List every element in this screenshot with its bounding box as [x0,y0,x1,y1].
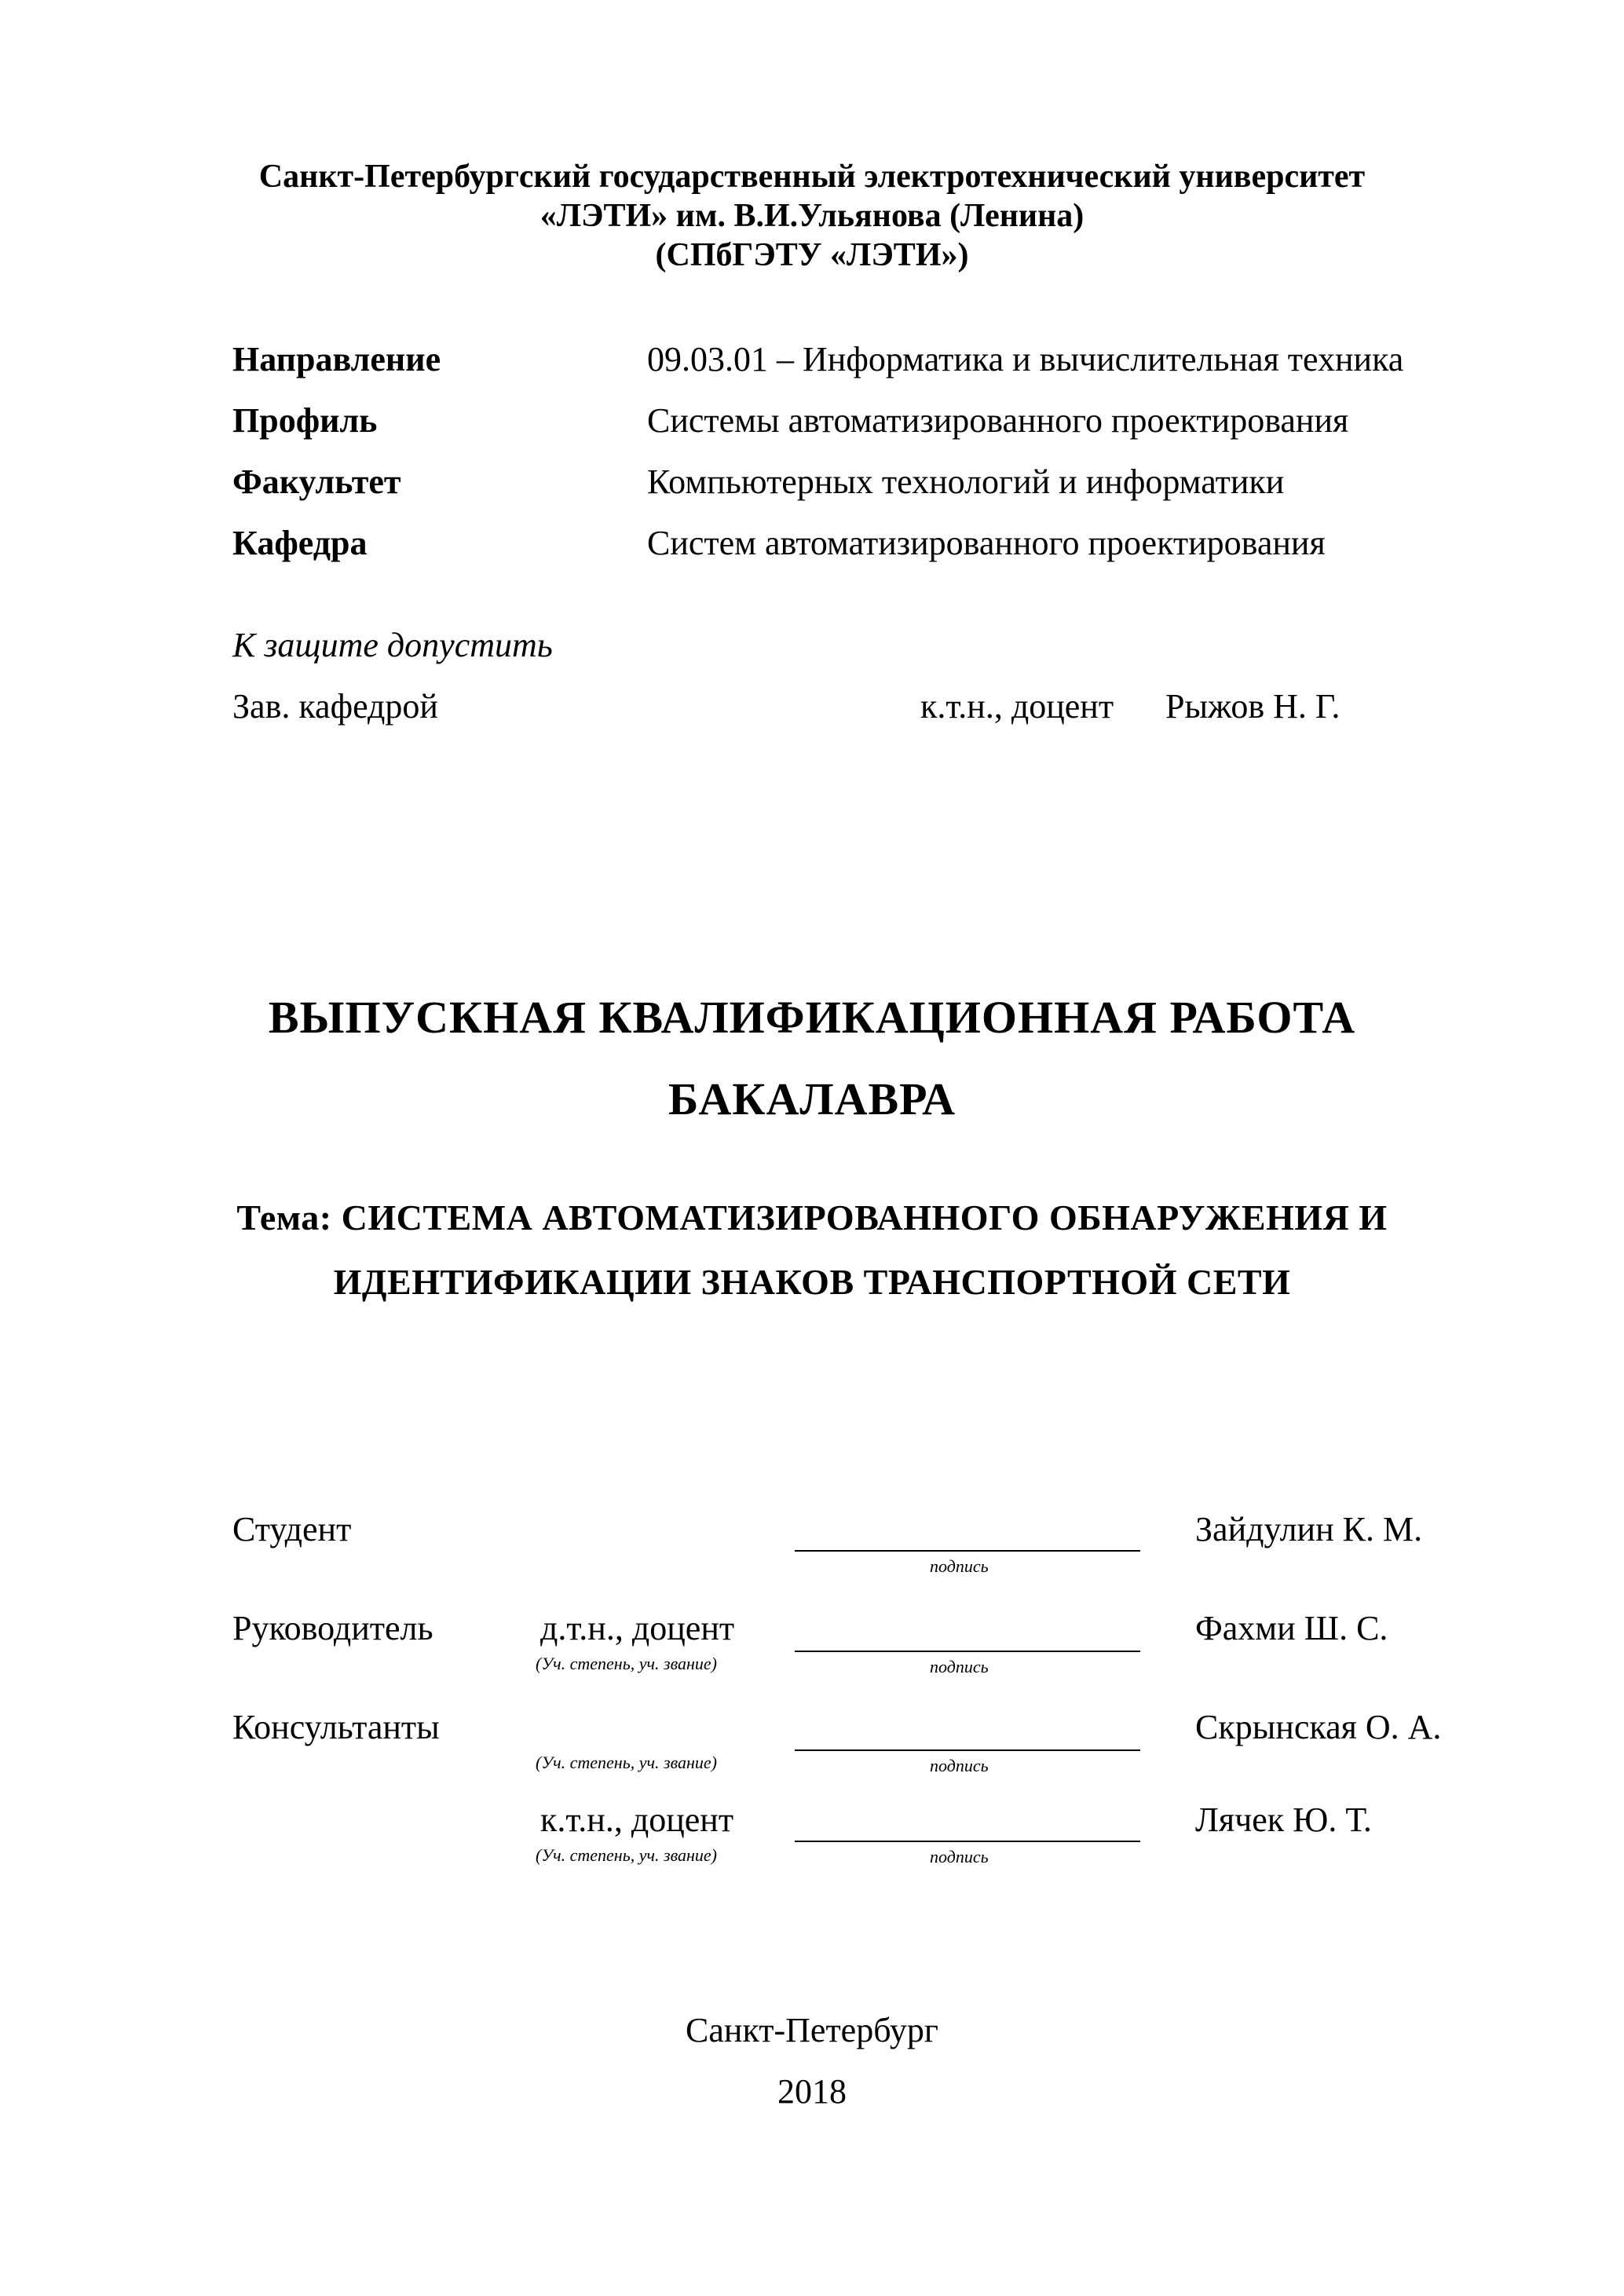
topic-line-1: Тема: СИСТЕМА АВТОМАТИЗИРОВАННОГО ОБНАРУЖЕНИЯ И [236,1197,1388,1238]
profile-label: Профиль [232,401,378,440]
supervisor-signature-caption: подпись [930,1657,989,1676]
student-signature-caption: подпись [930,1556,989,1576]
student-role: Студент [232,1510,352,1548]
supervisor-name: Фахми Ш. С. [1195,1609,1388,1647]
year: 2018 [777,2072,847,2111]
student-signature-line [795,1550,1140,1552]
consultants-label: Консультанты [232,1708,440,1746]
supervisor-role: Руководитель [232,1609,433,1647]
direction-label: Направление [232,340,441,378]
supervisor-degree-caption: (Уч. степень, уч. звание) [536,1654,717,1673]
consultant2-degree-caption: (Уч. степень, уч. звание) [536,1845,717,1865]
supervisor-signature-line [795,1651,1140,1652]
direction-value: 09.03.01 – Информатика и вычислительная техника [647,340,1404,378]
head-of-department-degree: к.т.н., доцент [920,687,1114,726]
consultant1-signature-line [795,1749,1140,1751]
consultant1-name: Скрынская О. А. [1195,1708,1442,1746]
department-value: Систем автоматизированного проектирования [647,524,1326,562]
faculty-value: Компьютерных технологий и информатики [647,462,1285,501]
consultant1-degree-caption: (Уч. степень, уч. звание) [536,1753,717,1772]
university-name-line-2: «ЛЭТИ» им. В.И.Ульянова (Ленина) [540,198,1084,234]
head-of-department-name: Рыжов Н. Г. [1165,687,1341,726]
topic-line-2: ИДЕНТИФИКАЦИИ ЗНАКОВ ТРАНСПОРТНОЙ СЕТИ [333,1262,1291,1302]
admission-heading: К защите допустить [232,626,553,664]
consultant2-degree: к.т.н., доцент [540,1801,734,1839]
student-name: Зайдулин К. М. [1195,1510,1423,1548]
department-label: Кафедра [232,524,368,562]
profile-value: Системы автоматизированного проектирования [647,401,1349,440]
consultant2-name: Лячек Ю. Т. [1195,1801,1372,1839]
head-of-department-label: Зав. кафедрой [232,687,438,726]
consultant1-signature-caption: подпись [930,1756,989,1775]
university-name-line-1: Санкт-Петербургский государственный электротехнический университет [258,159,1366,195]
university-name-line-3: (СПбГЭТУ «ЛЭТИ») [655,237,969,273]
city: Санкт-Петербург [686,2011,938,2049]
faculty-label: Факультет [232,462,401,501]
thesis-title-line-2: БАКАЛАВРА [668,1073,956,1124]
thesis-title-line-1: ВЫПУСКНАЯ КВАЛИФИКАЦИОННАЯ РАБОТА [268,992,1356,1043]
consultant2-signature-line [795,1841,1140,1842]
supervisor-degree: д.т.н., доцент [540,1609,735,1647]
consultant2-signature-caption: подпись [930,1847,989,1866]
